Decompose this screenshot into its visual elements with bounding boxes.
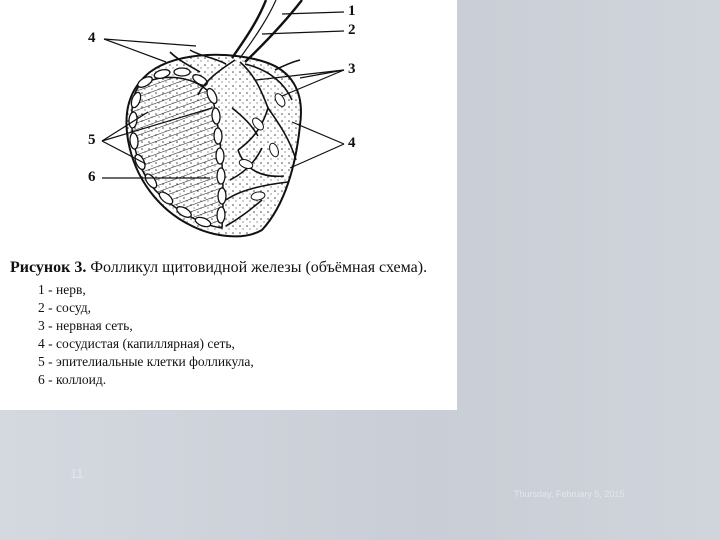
- caption-figure-label: Рисунок 3.: [10, 259, 87, 276]
- legend-item: 5 - эпителиальные клетки фолликула,: [38, 354, 254, 369]
- callout-1-nerve: 1: [348, 3, 356, 19]
- legend-item: 2 - сосуд,: [38, 300, 92, 315]
- figure-caption: [10, 258, 450, 389]
- callout-4-vascular-network-right: 4: [348, 135, 356, 151]
- legend-item: 6 - коллоид.: [38, 372, 107, 387]
- callout-5-epithelial-cells: 5: [88, 132, 96, 148]
- slide-number: 11: [70, 466, 84, 481]
- callout-4-vascular-network-left: 4: [88, 30, 96, 46]
- figure-panel: [0, 0, 457, 410]
- legend-item: 3 - нервная сеть,: [38, 318, 133, 333]
- callout-3-nerve-network: 3: [348, 61, 356, 77]
- callout-6-colloid: 6: [88, 169, 96, 185]
- callout-2-vessel: 2: [348, 22, 356, 38]
- caption-title-text: Фолликул щитовидной железы (объёмная схема).: [86, 259, 428, 276]
- legend-item: 4 - сосудистая (капиллярная) сеть,: [38, 336, 235, 351]
- slide-date: Thursday, February 5, 2015: [514, 489, 625, 499]
- follicle-drawing: [0, 0, 457, 250]
- caption-legend: [10, 281, 450, 389]
- legend-item: 1 - нерв,: [38, 282, 86, 297]
- caption-title: [10, 258, 450, 277]
